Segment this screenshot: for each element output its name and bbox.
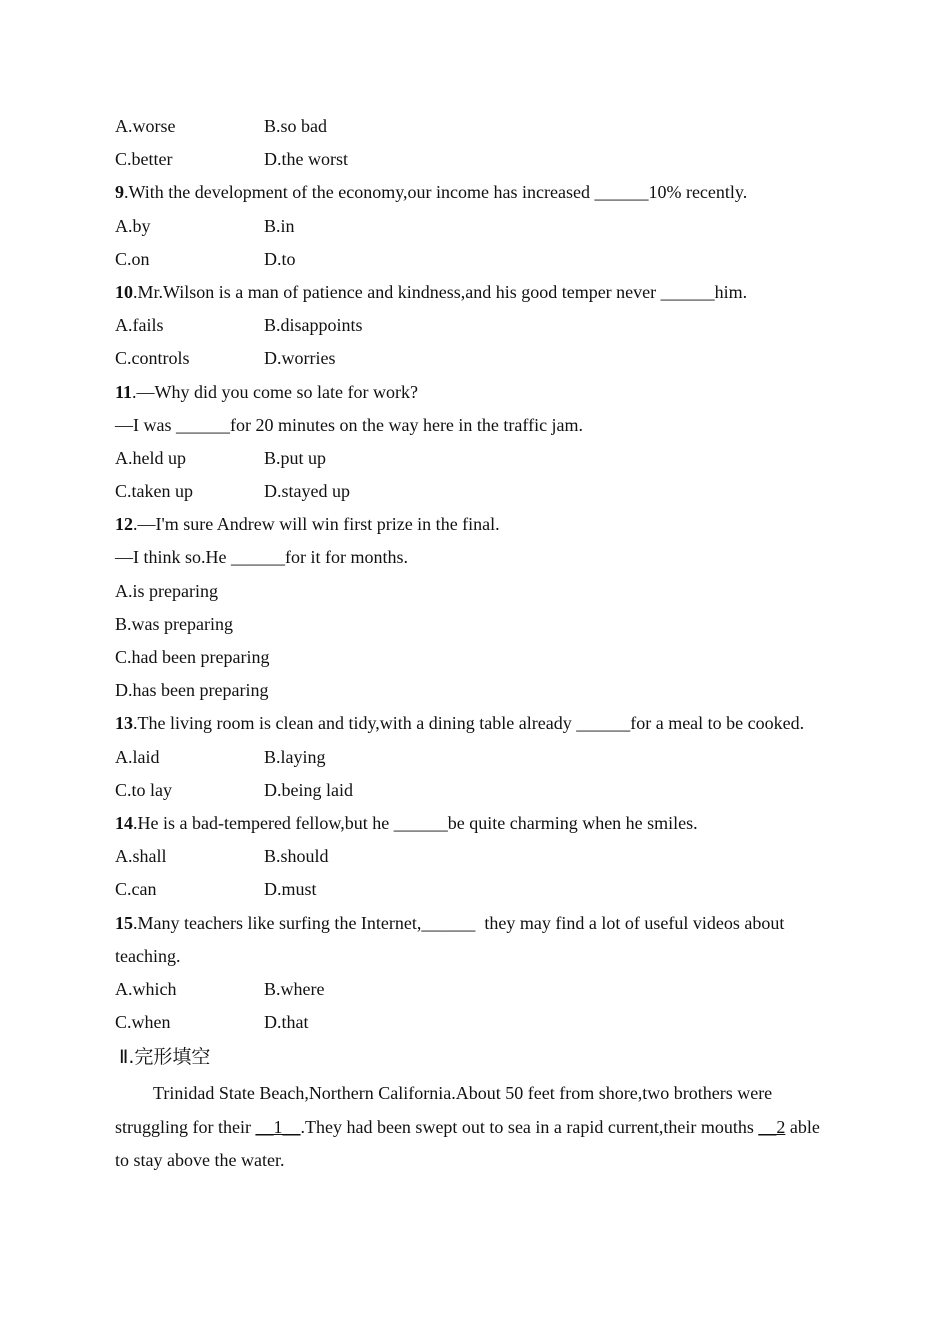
question-text: .With the development of the economy,our income has increased ______10% recently.	[124, 182, 748, 203]
q13-options-row-2	[115, 774, 830, 807]
document-page	[115, 110, 830, 1178]
q8-options-row-2	[115, 143, 830, 176]
q9-option-b: B.in	[264, 215, 295, 236]
q15-options-row-1	[115, 973, 830, 1006]
q14-option-d: D.must	[264, 879, 317, 900]
q10-option-b: B.disappoints	[264, 315, 363, 336]
q13-option-d: D.being laid	[264, 779, 353, 800]
q9-options-row-2	[115, 243, 830, 276]
paragraph-text-1: Trinidad State Beach,Northern California.About 50 feet from shore,two brothers were struggling for their	[115, 1083, 773, 1137]
question-11-stem-2: —I was ______for 20 minutes on the way here in the traffic jam.	[115, 414, 584, 435]
question-number: 14	[115, 812, 133, 833]
q11-option-d: D.stayed up	[264, 481, 350, 502]
q11-options-row-2	[115, 475, 830, 508]
question-number: 10	[115, 281, 133, 302]
q12-option-a: A.is preparing	[115, 580, 218, 601]
q10-options-row-2	[115, 342, 830, 375]
question-14-stem	[115, 807, 830, 840]
question-number: 9	[115, 182, 124, 203]
question-text: .Many teachers like surfing the Internet,______ they may find a lot of useful videos about teaching.	[115, 912, 789, 966]
question-12-stem	[115, 508, 830, 541]
q14-options-row-2	[115, 873, 830, 906]
question-text: .—Why did you come so late for work?	[132, 381, 418, 402]
question-11-stem	[115, 376, 830, 409]
q11-option-a: A.held up	[115, 447, 186, 468]
q13-option-a: A.laid	[115, 746, 160, 767]
q9-option-c: C.on	[115, 248, 150, 269]
q14-option-b: B.should	[264, 846, 329, 867]
section-heading: Ⅱ.完形填空	[119, 1046, 211, 1069]
q15-option-d: D.that	[264, 1012, 309, 1033]
question-text: .He is a bad-tempered fellow,but he ______be quite charming when he smiles.	[133, 812, 698, 833]
paragraph-text-2: .They had been swept out to sea in a rapid current,their mouths	[300, 1116, 759, 1137]
q15-option-a: A.which	[115, 978, 177, 999]
q12-option-d: D.has been preparing	[115, 680, 269, 701]
question-text: .Mr.Wilson is a man of patience and kindness,and his good temper never ______him.	[133, 281, 748, 302]
q9-options-row-1	[115, 210, 830, 243]
question-number: 12	[115, 514, 133, 535]
q10-option-a: A.fails	[115, 315, 164, 336]
q11-options-row-1	[115, 442, 830, 475]
question-number: 15	[115, 912, 133, 933]
paragraph-text-3: able to stay above the water.	[115, 1116, 820, 1171]
question-number: 13	[115, 713, 133, 734]
q9-option-a: A.by	[115, 215, 151, 236]
q12-option-b: B.was preparing	[115, 613, 233, 634]
q8-options-row-1	[115, 110, 830, 143]
cloze-blank-2: __2	[758, 1116, 786, 1137]
q13-option-b: B.laying	[264, 746, 326, 767]
q10-options-row-1	[115, 309, 830, 342]
q12-option-c: C.had been preparing	[115, 647, 270, 667]
q14-option-c: C.can	[115, 879, 157, 900]
cloze-blank-1: __1__	[255, 1116, 301, 1137]
q11-option-c: C.taken up	[115, 481, 193, 502]
question-12-stem-2: —I think so.He ______for it for months.	[115, 547, 408, 568]
q8-option-c: C.better	[115, 149, 173, 170]
question-text: .The living room is clean and tidy,with a dining table already ______for a meal to be cooked.	[133, 713, 805, 734]
q9-option-d: D.to	[264, 248, 296, 269]
q10-option-d: D.worries	[264, 348, 336, 369]
q15-option-c: C.when	[115, 1012, 171, 1033]
q13-options-row-1	[115, 741, 830, 774]
q14-option-a: A.shall	[115, 846, 167, 867]
q10-option-c: C.controls	[115, 348, 190, 369]
q11-option-b: B.put up	[264, 447, 327, 468]
q13-option-c: C.to lay	[115, 779, 172, 800]
q8-option-b: B.so bad	[264, 116, 327, 136]
q14-options-row-1	[115, 840, 830, 873]
question-text: .—I'm sure Andrew will win first prize in the final.	[133, 514, 500, 535]
question-number: 11	[115, 381, 133, 402]
question-9-stem	[115, 176, 830, 209]
question-15-stem	[115, 907, 830, 973]
q15-option-b: B.where	[264, 978, 325, 999]
question-13-stem	[115, 707, 830, 740]
cloze-paragraph	[115, 1077, 830, 1178]
q8-option-d: D.the worst	[264, 149, 348, 170]
q8-option-a: A.worse	[115, 116, 176, 136]
q15-options-row-2	[115, 1006, 830, 1039]
question-10-stem	[115, 276, 830, 309]
